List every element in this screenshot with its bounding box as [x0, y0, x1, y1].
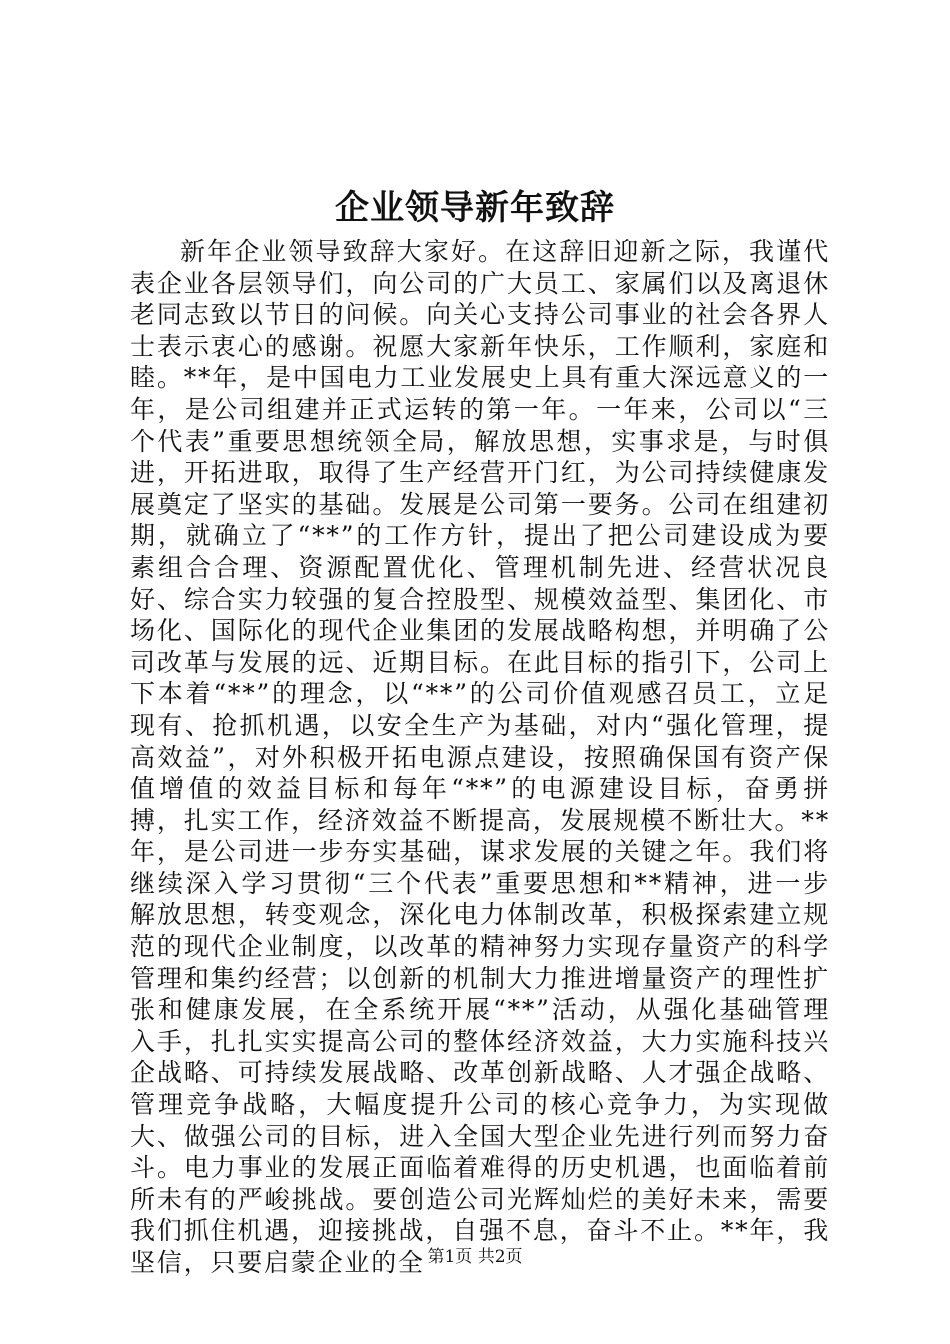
document-title: 企业领导新年致辞	[335, 188, 615, 228]
page-footer: 第1页 共2页	[427, 1247, 523, 1267]
body-paragraph: 新年企业领导致辞大家好。在这辞旧迎新之际，我谨代表企业各层领导们，向公司的广大员工、家属们以及离退休老同志致以节日的问候。向关心支持公司事业的社会各界人士表示衷心的感谢。祝愿大家新年快乐，工作顺利，家庭和睦。**年，是中国电力工业发展史上具有重大深远意义的一年，是公司组建并正式运转的第一年。一年来，公司以“三个代表”重要思想统领全局，解放思想，实事求是，与时俱进，开拓进取，取得了生产经营开门红，为公司持续健康发展奠定了坚实的基础。发展是公司第一要务。公司在组建初期，就确立了“**”的工作方针，提出了把公司建设成为要素组合合理、资源配置优化、管理机制先进、经营状况良好、综合实力较强的复合控股型、规模效益型、集团化、市场化、国际化的现代企业集团的发展战略构想，并明确了公司改革与发展的远、近期目标。在此目标的指引下，公司上下本着“**”的理念，以“**”的公司价值观感召员工，立足现有、抢抓机遇，以安全生产为基础，对内“强化管理，提高效益”，对外积极开拓电源点建设，按照确保国有资产保值增值的效益目标和每年“**”的电源建设目标，奋勇拼搏，扎实工作，经济效益不断提高，发展规模不断壮大。**年，是公司进一步夯实基础，谋求发展的关键之年。我们将继续深入学习贯彻“三个代表”重要思想和**精神，进一步解放思想，转变观念，深化电力体制改革，积极探索建立规范的现代企业制度，以改革的精神努力实现存量资产的科学管理和集约经营；以创新的机制大力推进增量资产的理性扩张和健康发展，在全系统开展“**”活动，从强化基础管理入手，扎扎实实提高公司的整体经济效益，大力实施科技兴企战略、可持续发展战略、改革创新战略、人才强企战略、管理竞争战略，大幅度提升公司的核心竞争力，为实现做大、做强公司的目标，进入全国大型企业先进行列而努力奋斗。电力事业的发展正面临着难得的历史机遇，也面临着前所未有的严峻挑战。要创造公司光辉灿烂的美好未来，需要我们抓住机遇，迎接挑战，自强不息，奋斗不止。**年，我坚信，只要启蒙企业的全	[130, 237, 830, 1277]
